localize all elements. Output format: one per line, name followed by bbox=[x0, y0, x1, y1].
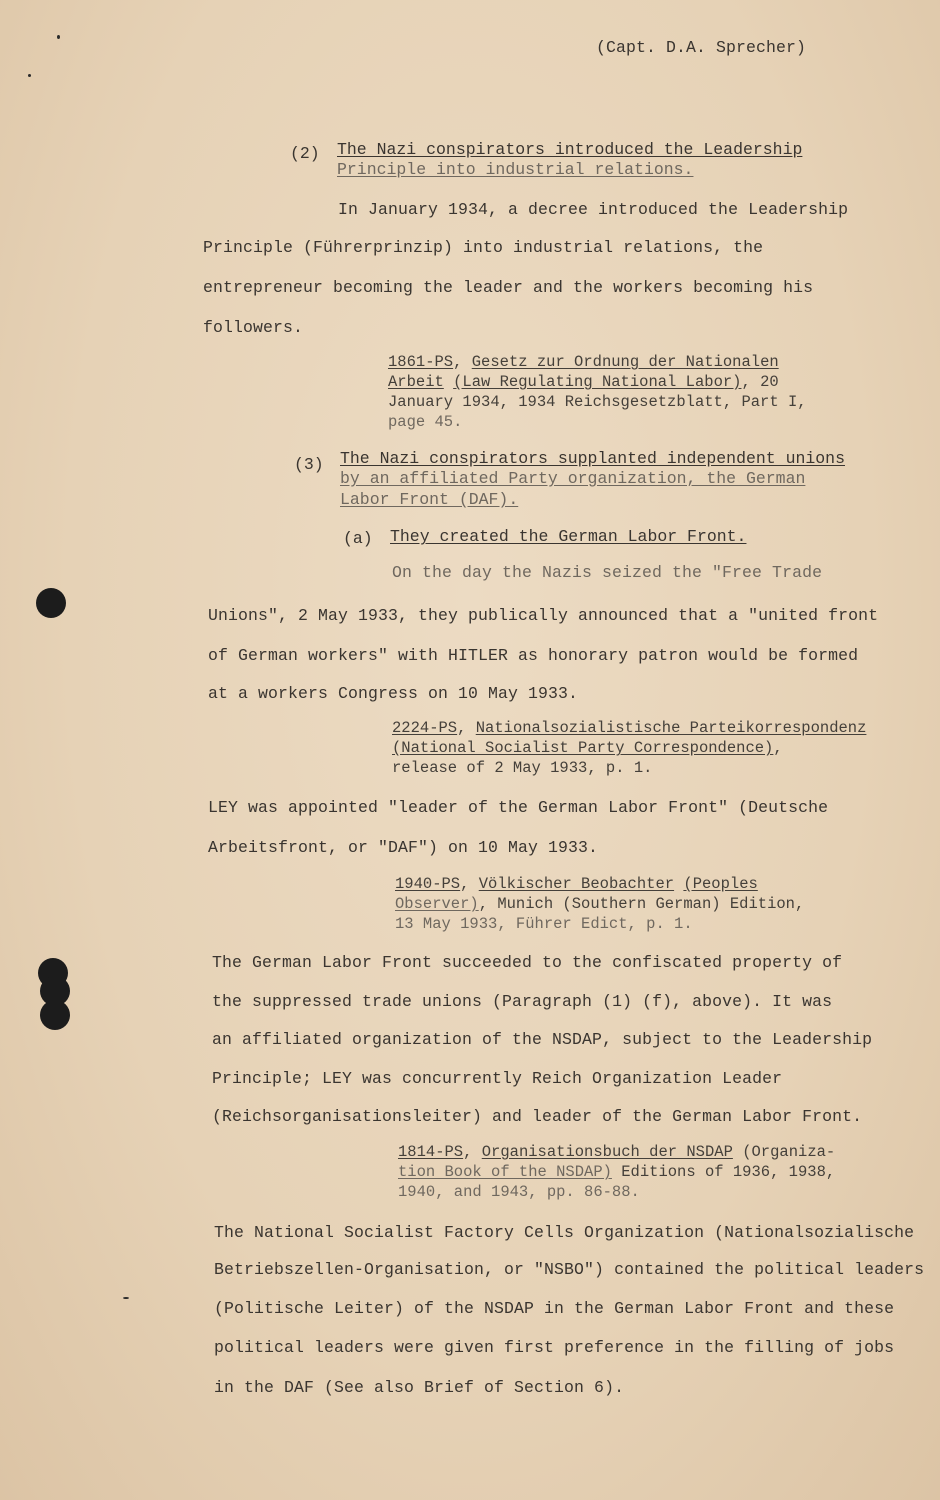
section-2-number: (2) bbox=[290, 144, 320, 163]
citation-line: January 1934, 1934 Reichsgesetzblatt, Part I, bbox=[388, 393, 807, 411]
citation-text: , Munich (Southern German) Edition, bbox=[478, 895, 805, 913]
citation-title: Nationalsozialistische Parteikorrespondenz bbox=[475, 719, 867, 737]
paragraph-line: In January 1934, a decree introduced the Leadership bbox=[338, 200, 849, 219]
citation-text: , 20 bbox=[741, 373, 779, 391]
paragraph-line: an affiliated organization of the NSDAP, subject to the Leadership bbox=[212, 1030, 873, 1049]
paragraph-line: the suppressed trade unions (Paragraph (1) (f), above). It was bbox=[212, 992, 833, 1011]
citation-line bbox=[395, 894, 804, 914]
section-3-number: (3) bbox=[294, 455, 324, 474]
paragraph-line: The German Labor Front succeeded to the confiscated property of bbox=[212, 953, 843, 972]
paragraph-line: The National Socialist Factory Cells Organization (Nationalsozialische bbox=[214, 1223, 915, 1242]
citation-line: 1861-PS, Gesetz zur Ordnung der Nationalen bbox=[388, 353, 779, 371]
paragraph-line: Principle (Führerprinzip) into industrial relations, the bbox=[203, 238, 764, 257]
citation-title: Organisationsbuch der NSDAP bbox=[481, 1143, 733, 1161]
paragraph-line: (Reichsorganisationsleiter) and leader of the German Labor Front. bbox=[212, 1107, 863, 1126]
citation-translation: (Organiza- bbox=[742, 1143, 836, 1161]
citation-ref: 1940-PS bbox=[395, 875, 461, 893]
paragraph-line: Principle; LEY was concurrently Reich Organization Leader bbox=[212, 1069, 783, 1088]
citation-line: 13 May 1933, Führer Edict, p. 1. bbox=[395, 915, 693, 933]
citation-text: Editions of 1936, 1938, bbox=[611, 1163, 836, 1181]
citation-translation: (National Socialist Party Correspondence) bbox=[392, 739, 774, 757]
ink-speck bbox=[123, 1297, 129, 1299]
section-3-heading-line-1: The Nazi conspirators supplanted independent unions bbox=[340, 449, 845, 468]
paragraph-line: Betriebszellen-Organisation, or "NSBO") contained the political leaders bbox=[214, 1260, 925, 1279]
citation-title: Völkischer Beobachter bbox=[478, 875, 675, 893]
section-2-heading-line-2: Principle into industrial relations. bbox=[337, 160, 694, 179]
citation-line: 1940, and 1943, pp. 86-88. bbox=[398, 1183, 640, 1201]
paragraph-line: political leaders were given first preference in the filling of jobs bbox=[214, 1338, 895, 1357]
paragraph-line: at a workers Congress on 10 May 1933. bbox=[208, 684, 579, 703]
citation-line bbox=[392, 738, 866, 758]
citation-1814-ps bbox=[398, 1142, 835, 1202]
paragraph-line: On the day the Nazis seized the "Free Trade bbox=[392, 563, 823, 582]
citation-ref: 1861-PS bbox=[388, 353, 454, 371]
subsection-a-heading: They created the German Labor Front. bbox=[390, 527, 747, 546]
citation-line: release of 2 May 1933, p. 1. bbox=[392, 759, 653, 777]
citation-ref: 2224-PS bbox=[392, 719, 458, 737]
ink-speck bbox=[57, 35, 60, 39]
section-3-heading-line-3: Labor Front (DAF). bbox=[340, 490, 519, 509]
attribution: (Capt. D.A. Sprecher) bbox=[596, 38, 807, 57]
citation-translation: Observer) bbox=[395, 895, 479, 913]
citation-line: 2224-PS, Nationalsozialistische Parteikorrespondenz bbox=[392, 719, 867, 737]
paragraph-line: in the DAF (See also Brief of Section 6). bbox=[214, 1378, 625, 1397]
citation-translation: tion Book of the NSDAP) bbox=[398, 1163, 612, 1181]
paragraph-line: LEY was appointed "leader of the German Labor Front" (Deutsche bbox=[208, 798, 829, 817]
citation-translation: (Law Regulating National Labor) bbox=[453, 373, 742, 391]
citation-line bbox=[398, 1162, 835, 1182]
paragraph-line: of German workers" with HITLER as honorary patron would be formed bbox=[208, 646, 859, 665]
punch-hole bbox=[36, 588, 66, 618]
paragraph-line: (Politische Leiter) of the NSDAP in the German Labor Front and these bbox=[214, 1299, 895, 1318]
citation-2224-ps bbox=[392, 718, 866, 778]
section-3-heading-line-2: by an affiliated Party organization, the German bbox=[340, 469, 806, 488]
paragraph-line: followers. bbox=[203, 318, 304, 337]
punch-hole bbox=[40, 1000, 70, 1030]
section-2-heading-line-1: The Nazi conspirators introduced the Leadership bbox=[337, 140, 803, 159]
citation-1940-ps bbox=[395, 874, 804, 934]
citation-1861-ps bbox=[388, 352, 807, 432]
paragraph-line: Arbeitsfront, or "DAF") on 10 May 1933. bbox=[208, 838, 599, 857]
citation-line: page 45. bbox=[388, 413, 463, 431]
paragraph-line: Unions", 2 May 1933, they publically announced that a "united front bbox=[208, 606, 879, 625]
citation-line: 1814-PS, Organisationsbuch der NSDAP (Organiza- bbox=[398, 1143, 836, 1161]
subsection-a-label: (a) bbox=[343, 529, 373, 548]
citation-line bbox=[388, 372, 807, 392]
citation-title: Gesetz zur Ordnung der Nationalen bbox=[471, 353, 779, 371]
paragraph-line: entrepreneur becoming the leader and the workers becoming his bbox=[203, 278, 814, 297]
citation-ref: 1814-PS bbox=[398, 1143, 464, 1161]
citation-translation: (Peoples bbox=[683, 875, 758, 893]
citation-line: 1940-PS, Völkischer Beobachter (Peoples bbox=[395, 875, 758, 893]
citation-title-cont: Arbeit bbox=[388, 373, 444, 391]
ink-speck bbox=[28, 74, 31, 77]
citation-text: , bbox=[773, 739, 783, 757]
